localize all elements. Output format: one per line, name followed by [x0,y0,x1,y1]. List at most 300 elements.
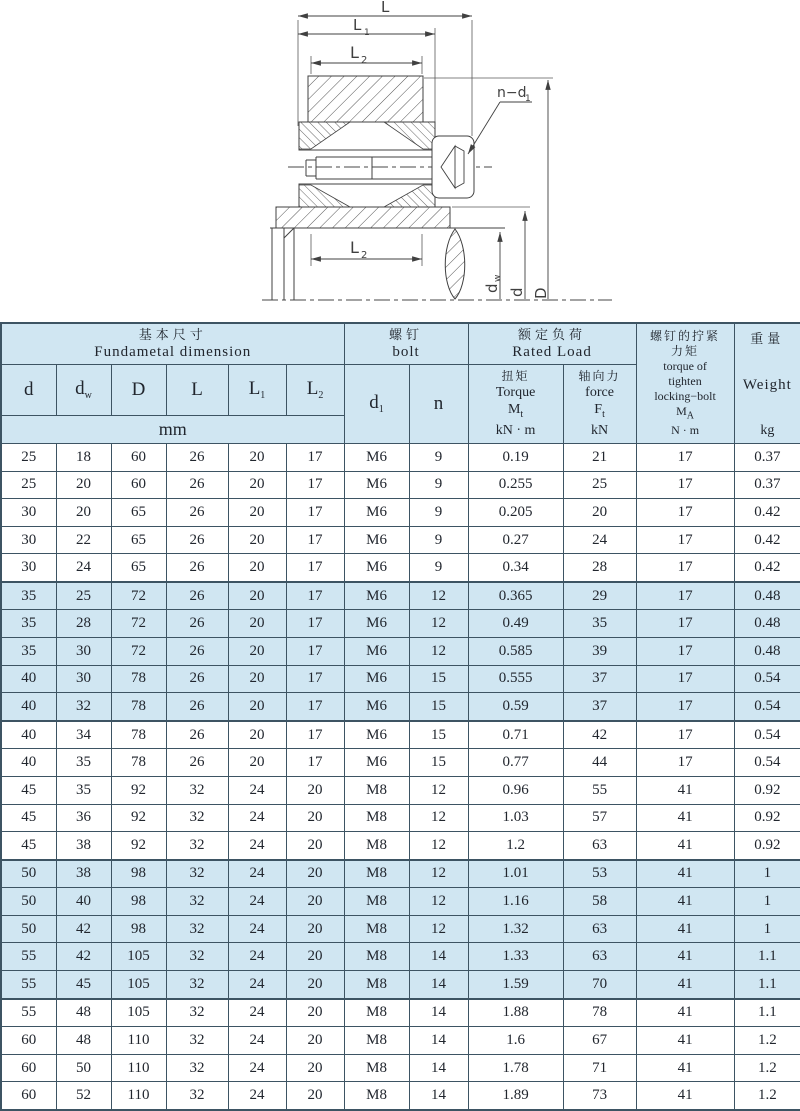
table-cell: 32 [166,915,228,943]
table-cell: 48 [56,999,111,1027]
table-cell: 20 [286,832,344,860]
table-cell: 92 [111,776,166,804]
table-cell: 36 [56,804,111,832]
table-cell: 35 [56,749,111,777]
dim-label-L2-sub: 2 [361,55,368,66]
table-cell: 41 [636,1082,734,1110]
table-cell: 34 [56,721,111,749]
table-cell: 32 [166,999,228,1027]
table-cell: 35 [1,610,56,638]
table-cell: 24 [228,832,286,860]
table-cell: M6 [344,665,409,693]
table-row [1,693,800,721]
table-cell: 24 [228,1054,286,1082]
table-cell: 26 [166,721,228,749]
table-cell: 26 [166,665,228,693]
table-cell: 38 [56,860,111,888]
header-weight-en: Weight [742,376,792,393]
table-cell: 17 [286,610,344,638]
torque-en: Torque [495,384,536,400]
table-cell: 92 [111,804,166,832]
svg-text:w: w [493,274,503,282]
table-cell: 20 [228,499,286,527]
table-cell: 24 [228,1027,286,1055]
dim-label-L2-bottom: L [350,238,359,257]
table-cell: 25 [1,444,56,472]
table-cell: 17 [636,554,734,582]
table-cell: 0.48 [734,638,800,666]
table-cell: 0.255 [468,471,563,499]
table-cell: 1.88 [468,999,563,1027]
table-cell: 12 [409,804,468,832]
torque-unit: kN · m [495,422,536,438]
table-cell: 20 [228,444,286,472]
header-weight-zh: 重量 [750,331,785,346]
table-cell: 20 [286,1027,344,1055]
torque-symbol: $M_t$ [507,402,524,421]
table-cell: 15 [409,665,468,693]
col-header-D: D [111,365,166,416]
table-cell: 1.2 [734,1082,800,1110]
table-cell: 0.37 [734,471,800,499]
table-row [1,749,800,777]
dim-label-dw [483,275,503,293]
table-row [1,776,800,804]
table-cell: 17 [636,749,734,777]
table-cell: 1.59 [468,970,563,998]
table-cell: 32 [166,804,228,832]
table-cell: 26 [166,526,228,554]
table-cell: 9 [409,444,468,472]
table-cell: 20 [56,471,111,499]
col-header-L2: $L_2$ [286,365,344,416]
table-cell: 24 [228,888,286,916]
table-cell: 0.92 [734,804,800,832]
table-cell: 0.54 [734,693,800,721]
table-cell: 55 [1,943,56,971]
table-cell: M8 [344,860,409,888]
table-cell: 12 [409,860,468,888]
table-cell: 17 [636,582,734,610]
table-cell: 78 [111,665,166,693]
table-cell: 20 [286,943,344,971]
dim-label-L2: L [350,43,359,62]
table-cell: 26 [166,749,228,777]
col-header-n: n [409,365,468,444]
table-cell: 30 [1,499,56,527]
dim-label-d [508,287,526,297]
table-cell: 45 [1,804,56,832]
table-cell: 30 [56,638,111,666]
table-cell: 0.48 [734,610,800,638]
unit-row-mm: mm [1,416,344,444]
table-cell: 72 [111,582,166,610]
table-cell: 20 [286,860,344,888]
table-cell: 12 [409,888,468,916]
table-cell: 41 [636,970,734,998]
table-cell: 35 [563,610,636,638]
header-locking-zh1: 螺钉的拧紧 [650,329,721,344]
table-cell: 14 [409,970,468,998]
dim-label-L1: L [353,16,362,34]
table-cell: 17 [286,444,344,472]
table-cell: 17 [636,526,734,554]
table-cell: 17 [286,665,344,693]
table-cell: 17 [636,444,734,472]
table-cell: 17 [636,665,734,693]
header-group-rated-load [468,323,636,365]
table-cell: 29 [563,582,636,610]
table-body [1,444,800,1110]
header-locking-torque [636,323,734,444]
table-cell: 32 [56,693,111,721]
table-cell: M6 [344,610,409,638]
table-cell: 32 [166,1054,228,1082]
table-cell: 73 [563,1082,636,1110]
table-row [1,721,800,749]
table-row [1,970,800,998]
table-cell: 30 [56,665,111,693]
force-zh: 轴向力 [578,368,621,383]
table-cell: 65 [111,499,166,527]
table-cell: 0.92 [734,832,800,860]
table-cell: 17 [286,582,344,610]
table-row [1,888,800,916]
table-cell: 12 [409,638,468,666]
force-unit: kN [591,422,609,438]
table-cell: 55 [1,970,56,998]
svg-text:d: d [483,283,501,293]
table-cell: 1.2 [734,1027,800,1055]
table-cell: M8 [344,943,409,971]
col-header-L1: $L_1$ [228,365,286,416]
table-cell: 14 [409,1027,468,1055]
table-cell: 24 [228,943,286,971]
table-cell: M6 [344,582,409,610]
header-weight-unit: kg [760,423,775,438]
table-cell: 35 [1,638,56,666]
table-cell: 37 [563,665,636,693]
table-cell: 35 [56,776,111,804]
table-cell: 98 [111,915,166,943]
dim-label-L2-bottom-sub: 2 [361,250,368,261]
table-cell: 35 [1,582,56,610]
table-cell: 17 [286,554,344,582]
table-cell: 17 [636,610,734,638]
table-cell: 0.71 [468,721,563,749]
table-cell: 32 [166,943,228,971]
table-cell: 41 [636,1054,734,1082]
table-cell: 12 [409,610,468,638]
table-cell: 25 [563,471,636,499]
table-cell: 52 [56,1082,111,1110]
table-cell: 15 [409,721,468,749]
table-row [1,526,800,554]
table-cell: 15 [409,749,468,777]
table-row [1,471,800,499]
table-cell: 17 [286,638,344,666]
table-row [1,1082,800,1110]
table-cell: 67 [563,1027,636,1055]
table-cell: 20 [228,610,286,638]
table-cell: 0.19 [468,444,563,472]
table-cell: 0.27 [468,526,563,554]
table-cell: 24 [56,554,111,582]
table-cell: 0.42 [734,554,800,582]
torque-zh: 扭矩 [501,368,530,383]
table-cell: 60 [1,1027,56,1055]
table-cell: 24 [228,860,286,888]
table-cell: 12 [409,832,468,860]
table-cell: 20 [228,582,286,610]
table-cell: 41 [636,915,734,943]
table-cell: 20 [228,526,286,554]
table-cell: 0.48 [734,582,800,610]
col-header-d1: $d_1$ [344,365,409,444]
table-cell: M8 [344,1054,409,1082]
table-cell: 20 [286,888,344,916]
table-cell: M8 [344,999,409,1027]
table-cell: 17 [286,499,344,527]
table-row [1,999,800,1027]
force-symbol: $F_t$ [594,402,605,421]
table-cell: 41 [636,832,734,860]
table-cell: 0.365 [468,582,563,610]
table-cell: 24 [228,970,286,998]
table-row [1,832,800,860]
table-cell: 12 [409,915,468,943]
header-weight [734,323,800,444]
bolt-callout-sub: 1 [525,94,531,104]
table-cell: 60 [111,471,166,499]
table-cell: 60 [1,1082,56,1110]
table-cell: 38 [56,832,111,860]
table-cell: M6 [344,693,409,721]
table-row [1,499,800,527]
table-cell: 9 [409,499,468,527]
table-row [1,804,800,832]
table-cell: 55 [563,776,636,804]
table-row [1,444,800,472]
table-cell: 24 [228,915,286,943]
table-cell: 26 [166,638,228,666]
table-cell: 110 [111,1054,166,1082]
table-cell: 20 [286,776,344,804]
table-cell: 1.1 [734,943,800,971]
header-basic-en: Fundametal dimension [94,343,252,360]
table-cell: 32 [166,860,228,888]
table-cell: M8 [344,888,409,916]
dim-label-L1-sub: 1 [364,28,370,38]
table-cell: 20 [286,970,344,998]
table-cell: 1.2 [734,1054,800,1082]
table-cell: 9 [409,554,468,582]
table-cell: 0.59 [468,693,563,721]
table-cell: 40 [1,749,56,777]
table-cell: 0.555 [468,665,563,693]
table-row [1,943,800,971]
table-cell: M8 [344,1027,409,1055]
table-cell: 1.1 [734,999,800,1027]
table-cell: 20 [286,1082,344,1110]
table-cell: 1.32 [468,915,563,943]
table-cell: 26 [166,554,228,582]
table-cell: 24 [228,804,286,832]
spec-table [0,322,800,1111]
table-cell: 1.16 [468,888,563,916]
table-cell: 24 [563,526,636,554]
table-cell: 0.42 [734,499,800,527]
table-cell: 0.585 [468,638,563,666]
table-cell: 26 [166,610,228,638]
table-cell: 71 [563,1054,636,1082]
table-cell: 24 [228,1082,286,1110]
table-cell: 0.54 [734,665,800,693]
table-cell: 20 [56,499,111,527]
table-cell: 58 [563,888,636,916]
dim-label-L: L [381,0,390,16]
table-cell: M6 [344,499,409,527]
table-cell: M8 [344,832,409,860]
table-cell: M8 [344,804,409,832]
table-cell: 105 [111,999,166,1027]
table-cell: 12 [409,582,468,610]
table-cell: 0.96 [468,776,563,804]
table-cell: 17 [636,499,734,527]
col-header-d: d [1,365,56,416]
header-group-bolt [344,323,468,365]
header-locking-zh2: 力矩 [671,344,700,359]
table-cell: 0.49 [468,610,563,638]
table-cell: 32 [166,970,228,998]
table-row [1,638,800,666]
header-rated-zh: 额定负荷 [518,326,587,342]
table-cell: 63 [563,915,636,943]
table-cell: 40 [1,665,56,693]
table-cell: 14 [409,1082,468,1110]
table-cell: 72 [111,610,166,638]
table-row [1,1054,800,1082]
col-header-dw: $d_w$ [56,365,111,416]
table-cell: 25 [1,471,56,499]
header-bolt-zh: 螺钉 [389,326,424,342]
table-cell: 17 [636,638,734,666]
table-cell: 17 [286,526,344,554]
table-cell: 41 [636,776,734,804]
table-cell: 26 [166,582,228,610]
table-cell: 50 [1,888,56,916]
table-cell: 0.42 [734,526,800,554]
table-cell: 0.92 [734,776,800,804]
table-cell: 48 [56,1027,111,1055]
table-cell: 0.34 [468,554,563,582]
table-cell: M8 [344,776,409,804]
table-cell: 50 [1,915,56,943]
technical-drawing [0,0,800,322]
table-cell: 1 [734,860,800,888]
table-cell: 105 [111,970,166,998]
table-row [1,582,800,610]
table-cell: 41 [636,1027,734,1055]
table-cell: M6 [344,721,409,749]
header-bolt-en: bolt [392,343,420,360]
table-cell: 14 [409,943,468,971]
table-cell: 20 [228,693,286,721]
table-cell: 45 [1,776,56,804]
table-cell: 26 [166,444,228,472]
table-cell: M6 [344,749,409,777]
table-cell: 24 [228,776,286,804]
table-cell: 41 [636,999,734,1027]
table-row [1,665,800,693]
table-row [1,860,800,888]
table-cell: 24 [228,999,286,1027]
table-cell: 20 [563,499,636,527]
col-header-force [563,365,636,444]
table-cell: 60 [1,1054,56,1082]
table-cell: 1 [734,915,800,943]
header-basic-zh: 基本尺寸 [138,326,207,342]
table-cell: 32 [166,888,228,916]
table-cell: 70 [563,970,636,998]
table-cell: 32 [166,832,228,860]
table-cell: M6 [344,471,409,499]
table-cell: 78 [111,721,166,749]
bolt-callout-leader [468,102,532,154]
table-cell: 14 [409,999,468,1027]
header-locking-en2: tighten [668,374,702,389]
table-cell: 32 [166,776,228,804]
table-cell: 37 [563,693,636,721]
table-cell: 26 [166,471,228,499]
header-locking-en3: locking−bolt [654,389,716,404]
table-cell: 39 [563,638,636,666]
table-cell: 20 [228,665,286,693]
table-cell: 60 [111,444,166,472]
table-cell: 50 [56,1054,111,1082]
table-cell: 0.54 [734,749,800,777]
table-cell: 9 [409,526,468,554]
table-cell: 22 [56,526,111,554]
header-rated-en: Rated Load [512,343,592,360]
table-cell: 41 [636,888,734,916]
table-cell: 41 [636,804,734,832]
table-cell: 30 [1,554,56,582]
table-cell: 20 [286,915,344,943]
table-cell: 45 [1,832,56,860]
table-cell: M6 [344,554,409,582]
table-row [1,1027,800,1055]
table-cell: 63 [563,943,636,971]
table-cell: 1.03 [468,804,563,832]
table-cell: 65 [111,554,166,582]
table-cell: 42 [56,915,111,943]
table-row [1,915,800,943]
table-cell: 1.2 [468,832,563,860]
table-cell: 12 [409,776,468,804]
table-cell: 0.54 [734,721,800,749]
table-cell: 98 [111,860,166,888]
table-cell: 105 [111,943,166,971]
table-cell: 17 [636,693,734,721]
table-cell: 28 [56,610,111,638]
table-cell: 0.205 [468,499,563,527]
table-cell: 45 [56,970,111,998]
table-cell: 20 [228,749,286,777]
table-cell: 1.33 [468,943,563,971]
table-cell: 1.6 [468,1027,563,1055]
table-cell: 14 [409,1054,468,1082]
